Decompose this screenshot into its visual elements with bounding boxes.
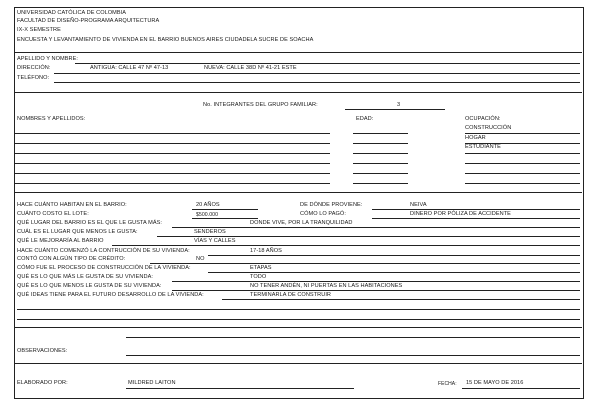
age-header: EDAD: bbox=[356, 116, 374, 122]
date-line[interactable] bbox=[462, 388, 580, 389]
member-age-line[interactable] bbox=[353, 163, 408, 164]
semester-label: IX-X SEMESTRE bbox=[17, 27, 61, 33]
q-paid-value: DINERO POR PÓLIZA DE ACCIDENTE bbox=[410, 211, 511, 217]
q-process-value: ETAPAS bbox=[250, 265, 272, 271]
member-age-line[interactable] bbox=[353, 173, 408, 174]
member-name-line[interactable] bbox=[14, 163, 330, 164]
member-occupation-line[interactable] bbox=[465, 143, 580, 144]
family-divider bbox=[14, 192, 582, 193]
member-name-line[interactable] bbox=[14, 133, 330, 134]
occupation-value-3: ESTUDIANTE bbox=[465, 144, 501, 150]
member-occupation-line[interactable] bbox=[465, 153, 580, 154]
occupation-value-1: CONSTRUCCIÓN bbox=[465, 125, 512, 131]
q-build-time-value: 17-18 AÑOS bbox=[250, 248, 282, 254]
member-age-line[interactable] bbox=[353, 153, 408, 154]
blank-line[interactable] bbox=[17, 309, 580, 310]
q-improve-label: QUÉ LE MEJORARÍA AL BARRIO bbox=[17, 238, 104, 244]
faculty-name: FACULTAD DE DISEÑO-PROGRAMA ARQUITECTURA bbox=[17, 18, 160, 24]
occupation-header: OCUPACIÓN: bbox=[465, 116, 501, 122]
q-time-line[interactable] bbox=[192, 209, 258, 210]
phone-label: TELÉFONO: bbox=[17, 75, 50, 81]
q-process-label: CÓMO FUE EL PROCESO DE CONSTRUCCIÓN DE LA VIVIENDA: bbox=[17, 265, 191, 271]
q-improve-value: VÍAS Y CALLES bbox=[194, 238, 236, 244]
survey-title: ENCUESTA Y LEVANTAMIENTO DE VIVIENDA EN EL BARRIO BUENOS AIRES CIUDADELA SUCRE DE SOACHA bbox=[17, 37, 314, 43]
q-credit-line[interactable] bbox=[150, 263, 580, 264]
name-line[interactable] bbox=[75, 63, 580, 64]
observations-label: OBSERVACIONES: bbox=[17, 348, 68, 354]
q-least-value: SENDEROS bbox=[194, 229, 226, 235]
family-members-line[interactable] bbox=[345, 109, 445, 110]
q-process-line[interactable] bbox=[208, 272, 580, 273]
q-house-least-label: QUÉ ES LO QUE MENOS LE GUSTA DE SU VIVIENDA: bbox=[17, 283, 162, 289]
q-paid-line[interactable] bbox=[372, 218, 580, 219]
date-value: 15 DE MAYO DE 2016 bbox=[466, 380, 524, 386]
q-improve-line[interactable] bbox=[112, 245, 580, 246]
observations-line[interactable] bbox=[126, 355, 580, 356]
q-build-time-line[interactable] bbox=[208, 255, 580, 256]
old-address-value: ANTIGUA: CALLE 47 Nº 47-13 bbox=[90, 65, 169, 71]
member-name-line[interactable] bbox=[14, 143, 330, 144]
prepared-by-line[interactable] bbox=[126, 388, 354, 389]
member-age-line[interactable] bbox=[353, 143, 408, 144]
q-future-line[interactable] bbox=[222, 299, 580, 300]
q-house-likes-value: TODO bbox=[250, 274, 267, 280]
member-name-line[interactable] bbox=[14, 173, 330, 174]
address-line[interactable] bbox=[54, 73, 580, 74]
family-members-value: 3 bbox=[397, 102, 401, 108]
q-likes-label: QUÉ LUGAR DEL BARRIO ES EL QUE LE GUSTA MÁS: bbox=[17, 220, 162, 226]
member-occupation-line[interactable] bbox=[465, 163, 580, 164]
q-house-likes-line[interactable] bbox=[172, 281, 580, 282]
member-age-line[interactable] bbox=[353, 133, 408, 134]
q-cost-value: $500.000 bbox=[196, 211, 219, 218]
member-occupation-line[interactable] bbox=[465, 183, 580, 184]
q-cost-label: CUÁNTO COSTO EL LOTE: bbox=[17, 211, 89, 217]
q-origin-line[interactable] bbox=[372, 209, 580, 210]
address-label: DIRECCIÓN: bbox=[17, 65, 51, 71]
names-header: NOMBRES Y APELLIDOS: bbox=[17, 116, 86, 122]
observations-divider bbox=[14, 363, 582, 364]
identity-divider bbox=[14, 92, 582, 93]
q-likes-line[interactable] bbox=[172, 227, 580, 228]
date-label: FECHA: bbox=[438, 381, 457, 387]
member-age-line[interactable] bbox=[353, 183, 408, 184]
q-credit-label: CONTÓ CON ALGÚN TIPO DE CRÉDITO: bbox=[17, 256, 126, 262]
family-members-label: No. INTEGRANTES DEL GRUPO FAMILIAR: bbox=[203, 102, 318, 108]
q-time-value: 20 AÑOS bbox=[196, 202, 220, 208]
new-address-value: NUEVA: CALLE 38D Nº 41-21 ESTE bbox=[204, 65, 297, 71]
q-future-value: TERMINARLA DE CONSTRUIR bbox=[250, 292, 332, 298]
q-future-label: QUÉ IDEAS TIENE PARA EL FUTURO DESARROLLO DE LA VIVIENDA: bbox=[17, 292, 204, 298]
q-least-label: CUÁL ES EL LUGAR QUE MENOS LE GUSTA: bbox=[17, 229, 138, 235]
q-likes-value: DONDE VIVE, POR LA TRANQUILIDAD bbox=[250, 220, 353, 226]
prepared-by-value: MILDRED LAITON bbox=[128, 380, 176, 386]
q-build-time-label: HACE CUÁNTO COMENZÓ LA CONTRUCCIÓN DE SU VIVIENDA: bbox=[17, 248, 190, 254]
member-name-line[interactable] bbox=[14, 153, 330, 154]
q-cost-line[interactable] bbox=[192, 218, 258, 219]
observations-line[interactable] bbox=[126, 337, 580, 338]
q-least-line[interactable] bbox=[157, 236, 580, 237]
member-occupation-line[interactable] bbox=[465, 133, 580, 134]
prepared-by-label: ELABORADO POR: bbox=[17, 380, 68, 386]
q-credit-value: NO bbox=[196, 256, 205, 262]
q-time-label: HACE CUÁNTO HABITAN EN EL BARRIO: bbox=[17, 202, 127, 208]
q-house-least-line[interactable] bbox=[172, 290, 580, 291]
phone-line[interactable] bbox=[54, 82, 580, 83]
member-occupation-line[interactable] bbox=[465, 173, 580, 174]
q-origin-value: NEIVA bbox=[410, 202, 427, 208]
header-divider bbox=[14, 52, 582, 53]
q-origin-label: DE DÓNDE PROVIENE: bbox=[300, 202, 363, 208]
name-label: APELLIDO Y NOMBRE: bbox=[17, 56, 79, 62]
blank-line[interactable] bbox=[17, 319, 580, 320]
university-name: UNIVERSIDAD CATÓLICA DE COLOMBIA bbox=[17, 10, 127, 16]
member-name-line[interactable] bbox=[14, 183, 330, 184]
q-house-least-value: NO TENER ANDÉN, NI PUERTAS EN LAS HABITACIONES bbox=[250, 283, 403, 289]
questions-divider bbox=[14, 327, 582, 328]
q-paid-label: CÓMO LO PAGÓ: bbox=[300, 211, 346, 217]
occupation-value-2: HOGAR bbox=[465, 135, 486, 141]
q-house-likes-label: QUÉ ES LO QUE MÁS LE GUSTA DE SU VIVIENDA: bbox=[17, 274, 153, 280]
